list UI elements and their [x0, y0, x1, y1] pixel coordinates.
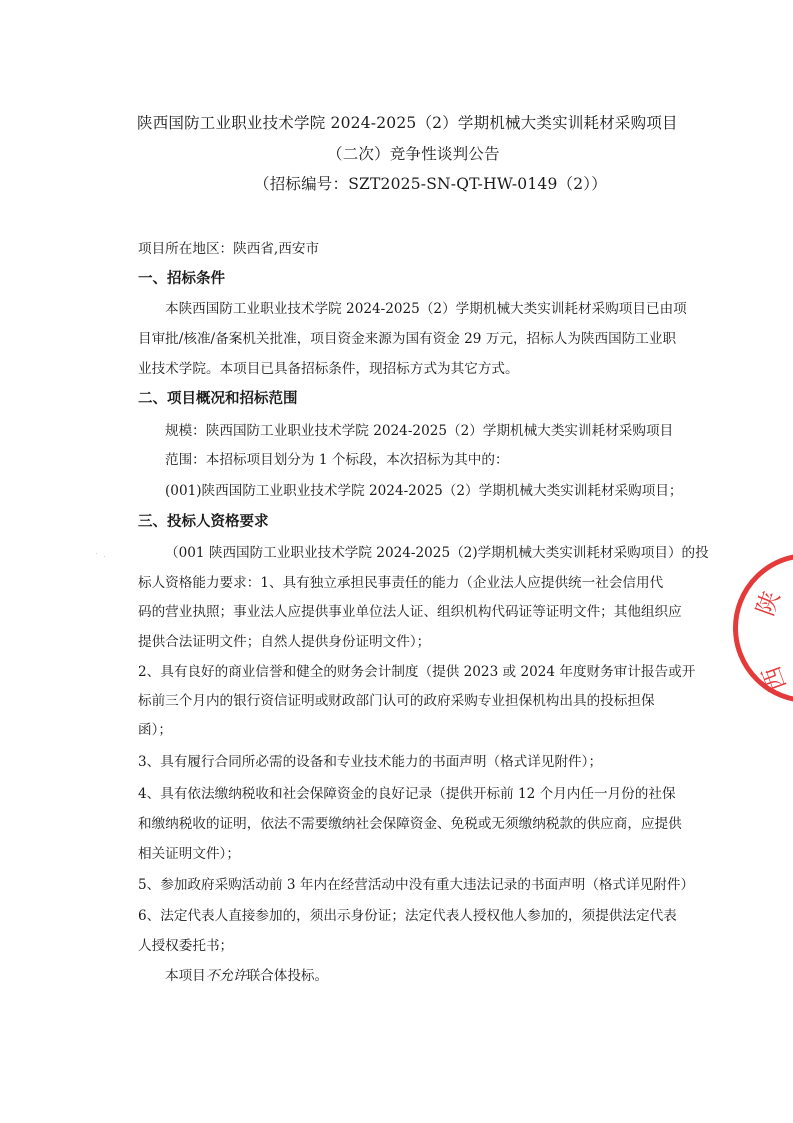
section3-line: 提供合法证明文件；自然人提供身份证明文件）；: [138, 634, 431, 650]
doc-title-line2: （二次）竞争性谈判公告: [327, 145, 500, 163]
section3-line: 2、具有良好的商业信誉和健全的财务会计制度（提供 2023 或 2024 年度财务审计报告或开: [138, 664, 696, 680]
section3-line: 标人资格能力要求：1、具有独立承担民事责任的能力（企业法人应提供统一社会信用代: [138, 575, 664, 591]
section3-line: 相关证明文件）；: [138, 846, 240, 862]
section2-line: 规模：陕西国防工业职业技术学院 2024-2025（2）学期机械大类实训耗材采购项目: [165, 423, 674, 439]
seal-char: 西: [757, 662, 792, 695]
seal-char: 陕: [751, 587, 786, 620]
section3-line: 3、具有履行合同所必需的设备和专业技术能力的书面声明（格式详见附件）；: [138, 754, 603, 770]
consortium-note-prefix: 本项目: [165, 968, 206, 984]
section3-line: （001 陕西国防工业职业技术学院 2024-2025（2)学期机械大类实训耗材采购项目）的投: [165, 545, 709, 561]
section3-line: 和缴纳税收的证明，依法不需要缴纳社会保障资金、免税或无须缴纳税款的供应商，应提供: [138, 816, 682, 832]
project-region: 项目所在地区：陕西省,西安市: [138, 241, 320, 257]
section3-heading: 三、投标人资格要求: [138, 514, 269, 530]
doc-title-line1: 陕西国防工业职业技术学院 2024-2025（2）学期机械大类实训耗材采购项目: [137, 114, 678, 132]
section1-heading: 一、招标条件: [138, 271, 225, 287]
consortium-note-emphasis: 不允许: [205, 968, 247, 984]
section2-line: 范围：本招标项目划分为 1 个标段，本次招标为其中的：: [165, 452, 509, 468]
section3-line: 4、具有依法缴纳税收和社会保障资金的良好记录（提供开标前 12 个月内任一月份的社保: [138, 786, 676, 802]
section1-line: 本陕西国防工业职业技术学院 2024-2025（2）学期机械大类实训耗材采购项目已由项: [165, 301, 687, 317]
section2-line: (001)陕西国防工业职业技术学院 2024-2025（2）学期机械大类实训耗材采购项目；: [165, 483, 683, 499]
section1-line: 业技术学院。本项目已具备招标条件，现招标方式为其它方式。: [138, 361, 519, 377]
doc-number: （招标编号：SZT2025-SN-QT-HW-0149（2））: [254, 175, 607, 193]
section3-line: 5、参加政府采购活动前 3 年内在经营活动中没有重大违法记录的书面声明（格式详见附件）: [138, 877, 695, 893]
section3-line: 码的营业执照；事业法人应提供事业单位法人证、组织机构代码证等证明文件；其他组织应: [138, 604, 682, 620]
section3-line: 函）；: [138, 722, 172, 738]
section2-heading: 二、项目概况和招标范围: [138, 391, 298, 407]
scan-mark: [96, 553, 97, 554]
consortium-note: [165, 967, 328, 985]
section3-line: 人授权委托书；: [138, 938, 234, 954]
scan-mark: [104, 556, 105, 557]
consortium-note-suffix: 联合体投标。: [246, 968, 329, 984]
section3-line: 标前三个月内的银行资信证明或财政部门认可的政府采购专业担保机构出具的投标担保: [138, 693, 655, 709]
section3-line: 6、法定代表人直接参加的，须出示身份证；法定代表人授权他人参加的，须提供法定代表: [138, 908, 677, 924]
section1-line: 目审批/核准/备案机关批准，项目资金来源为国有资金 29 万元，招标人为陕西国防工业职: [138, 331, 677, 347]
